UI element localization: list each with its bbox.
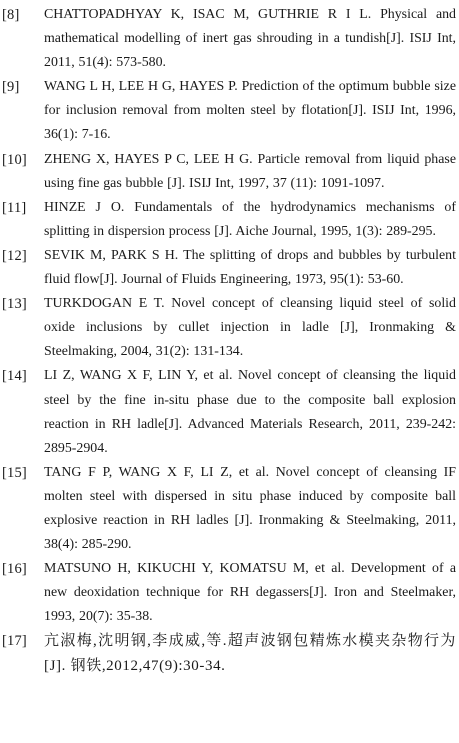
reference-number: [10]: [2, 151, 27, 168]
reference-number: [8]: [2, 7, 20, 23]
reference-number: [15]: [2, 464, 27, 481]
reference-item-11: [0, 196, 459, 244]
reference-text: 亢淑梅,沈明钢,李成威,等.超声波钢包精炼水模夹杂物行为[J]. 钢铁,2012,47(9):30-34.: [44, 633, 456, 674]
reference-number: [17]: [2, 633, 27, 650]
reference-number: [12]: [2, 247, 27, 264]
reference-item-12: [0, 244, 459, 292]
reference-item-9: [0, 75, 459, 147]
reference-number: [14]: [2, 368, 27, 385]
reference-number: [9]: [2, 79, 20, 96]
reference-item-8: [0, 3, 459, 75]
reference-item-17: [0, 629, 459, 677]
reference-item-10: [0, 148, 459, 196]
reference-text: SEVIK M, PARK S H. The splitting of drops and bubbles by turbulent fluid flow[J]. Journal of Fluids Engineering, 1973, 95(1): 53-60.: [44, 247, 456, 288]
reference-number: [13]: [2, 296, 27, 313]
reference-text: HINZE J O. Fundamentals of the hydrodynamics mechanisms of splitting in dispersion process [J]. Aiche Journal, 1995, 1(3): 289-295.: [44, 199, 456, 239]
reference-list: [0, 3, 459, 678]
reference-item-13: [0, 292, 459, 364]
reference-text: TURKDOGAN E T. Novel concept of cleansing liquid steel of solid oxide inclusions by cullet injection in ladle [J], Ironmaking & Steelmaking, 2004, 31(2): 131-134.: [44, 296, 456, 360]
reference-number: [16]: [2, 561, 27, 578]
reference-number: [11]: [2, 199, 27, 216]
reference-text: ZHENG X, HAYES P C, LEE H G. Particle removal from liquid phase using fine gas bubble [J]. ISIJ Int, 1997, 37 (11): 1091-1097.: [44, 151, 456, 191]
reference-text: WANG L H, LEE H G, HAYES P. Prediction of the optimum bubble size for inclusion removal from molten steel by flotation[J]. ISIJ Int, 1996, 36(1): 7-16.: [44, 79, 456, 143]
reference-text: LI Z, WANG X F, LIN Y, et al. Novel concept of cleansing the liquid steel by the fine in-situ phase due to the composite ball explosion reaction in RH ladle[J]. Advanced Materials Research, 2011, 239-242: 2895-2904.: [44, 368, 456, 456]
reference-item-16: [0, 557, 459, 629]
reference-text: TANG F P, WANG X F, LI Z, et al. Novel concept of cleansing IF molten steel with dispersed in situ phase induced by composite ball explosive reaction in RH ladles [J]. Ironmaking & Steelmaking, 2011, 38(4): 285-290.: [44, 464, 456, 553]
reference-text: CHATTOPADHYAY K, ISAC M, GUTHRIE R I L. Physical and mathematical modelling of inert gas shrouding in a tundish[J]. ISIJ Int, 2011, 51(4): 573-580.: [44, 7, 456, 71]
reference-item-15: [0, 461, 459, 557]
reference-text: MATSUNO H, KIKUCHI Y, KOMATSU M, et al. Development of a new deoxidation technique for RH degassers[J]. Iron and Steelmaker, 1993, 20(7): 35-38.: [44, 561, 456, 625]
reference-item-14: [0, 364, 459, 460]
